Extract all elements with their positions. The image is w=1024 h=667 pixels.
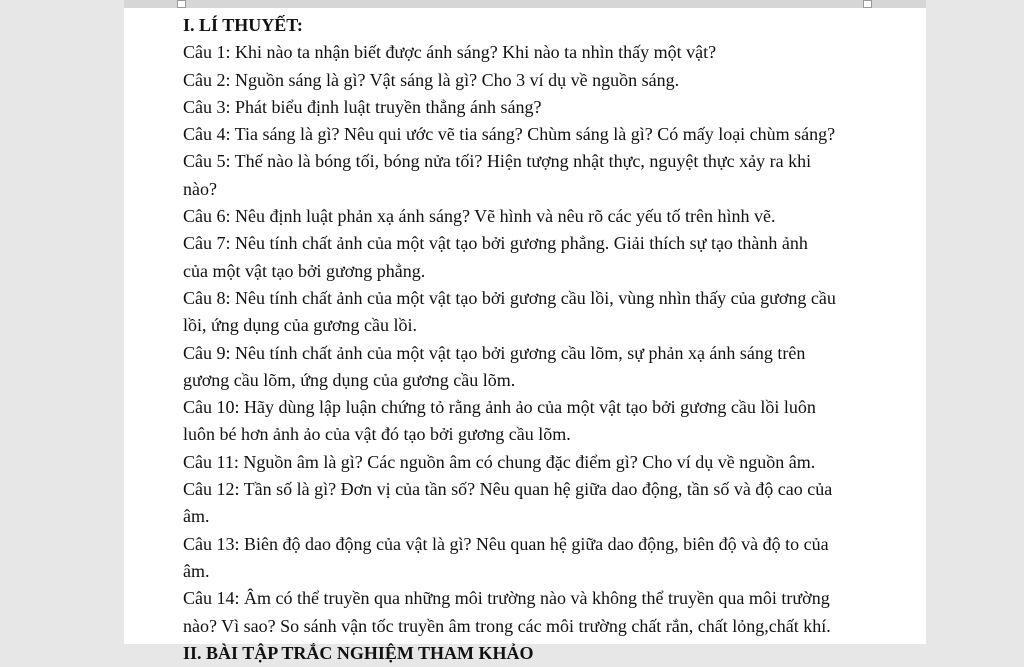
question-line: Câu 2: Nguồn sáng là gì? Vật sáng là gì? Cho 3 ví dụ về nguồn sáng. <box>183 69 680 90</box>
question-line: nào? Vì sao? So sánh vận tốc truyền âm trong các môi trường chất rắn, chất lỏng,chất khí. <box>183 615 831 636</box>
page-top-edge <box>124 0 926 8</box>
question-line: của một vật tạo bởi gương phẳng. <box>183 260 426 281</box>
document-page[interactable] <box>124 0 926 663</box>
right-margin-marker-icon <box>863 0 872 8</box>
question-line: Câu 3: Phát biểu định luật truyền thẳng ánh sáng? <box>183 96 542 117</box>
question-line: Câu 12: Tần số là gì? Đơn vị của tần số? Nêu quan hệ giữa dao động, tần số và độ cao của <box>183 479 833 500</box>
section-title: I. LÍ THUYẾT: <box>183 15 303 35</box>
question-line: âm. <box>183 506 210 527</box>
question-line: Câu 4: Tia sáng là gì? Nêu qui ước vẽ tia sáng? Chùm sáng là gì? Có mấy loại chùm sáng? <box>183 124 836 145</box>
question-line: Câu 1: Khi nào ta nhận biết được ánh sáng? Khi nào ta nhìn thấy một vật? <box>183 42 717 63</box>
question-line: Câu 5: Thế nào là bóng tối, bóng nửa tối? Hiện tượng nhật thực, nguyệt thực xảy ra khi <box>183 151 812 172</box>
question-line: lồi, ứng dụng của gương cầu lồi. <box>183 315 417 336</box>
question-line: Câu 13: Biên độ dao động của vật là gì? Nêu quan hệ giữa dao động, biên độ và độ to của <box>183 533 829 554</box>
question-line: Câu 11: Nguồn âm là gì? Các nguồn âm có chung đặc điểm gì? Cho ví dụ về nguồn âm. <box>183 451 816 472</box>
question-line: Câu 6: Nêu định luật phản xạ ánh sáng? Vẽ hình và nêu rõ các yếu tố trên hình vẽ. <box>183 206 776 227</box>
question-line: Câu 14: Âm có thể truyền qua những môi trường nào và không thể truyền qua môi trường <box>183 588 830 609</box>
question-line: Câu 10: Hãy dùng lập luận chứng tỏ rằng ảnh ảo của một vật tạo bởi gương cầu lồi luôn <box>183 397 816 418</box>
next-section-title: II. BÀI TẬP TRẮC NGHIỆM THAM KHẢO <box>183 642 534 663</box>
left-margin-marker-icon <box>177 0 186 8</box>
question-line: Câu 7: Nêu tính chất ảnh của một vật tạo bởi gương phẳng. Giải thích sự tạo thành ảnh <box>183 233 808 254</box>
question-line: Câu 8: Nêu tính chất ảnh của một vật tạo bởi gương cầu lồi, vùng nhìn thấy của gương cầu <box>183 287 836 308</box>
document-body <box>183 12 873 667</box>
question-line: Câu 9: Nêu tính chất ảnh của một vật tạo bởi gương cầu lõm, sự phản xạ ánh sáng trên <box>183 342 806 363</box>
question-line: gương cầu lõm, ứng dụng của gương cầu lõm. <box>183 369 516 390</box>
question-line: nào? <box>183 178 217 199</box>
question-line: luôn bé hơn ảnh ảo của vật đó tạo bởi gương cầu lõm. <box>183 424 571 445</box>
question-line: âm. <box>183 560 210 581</box>
